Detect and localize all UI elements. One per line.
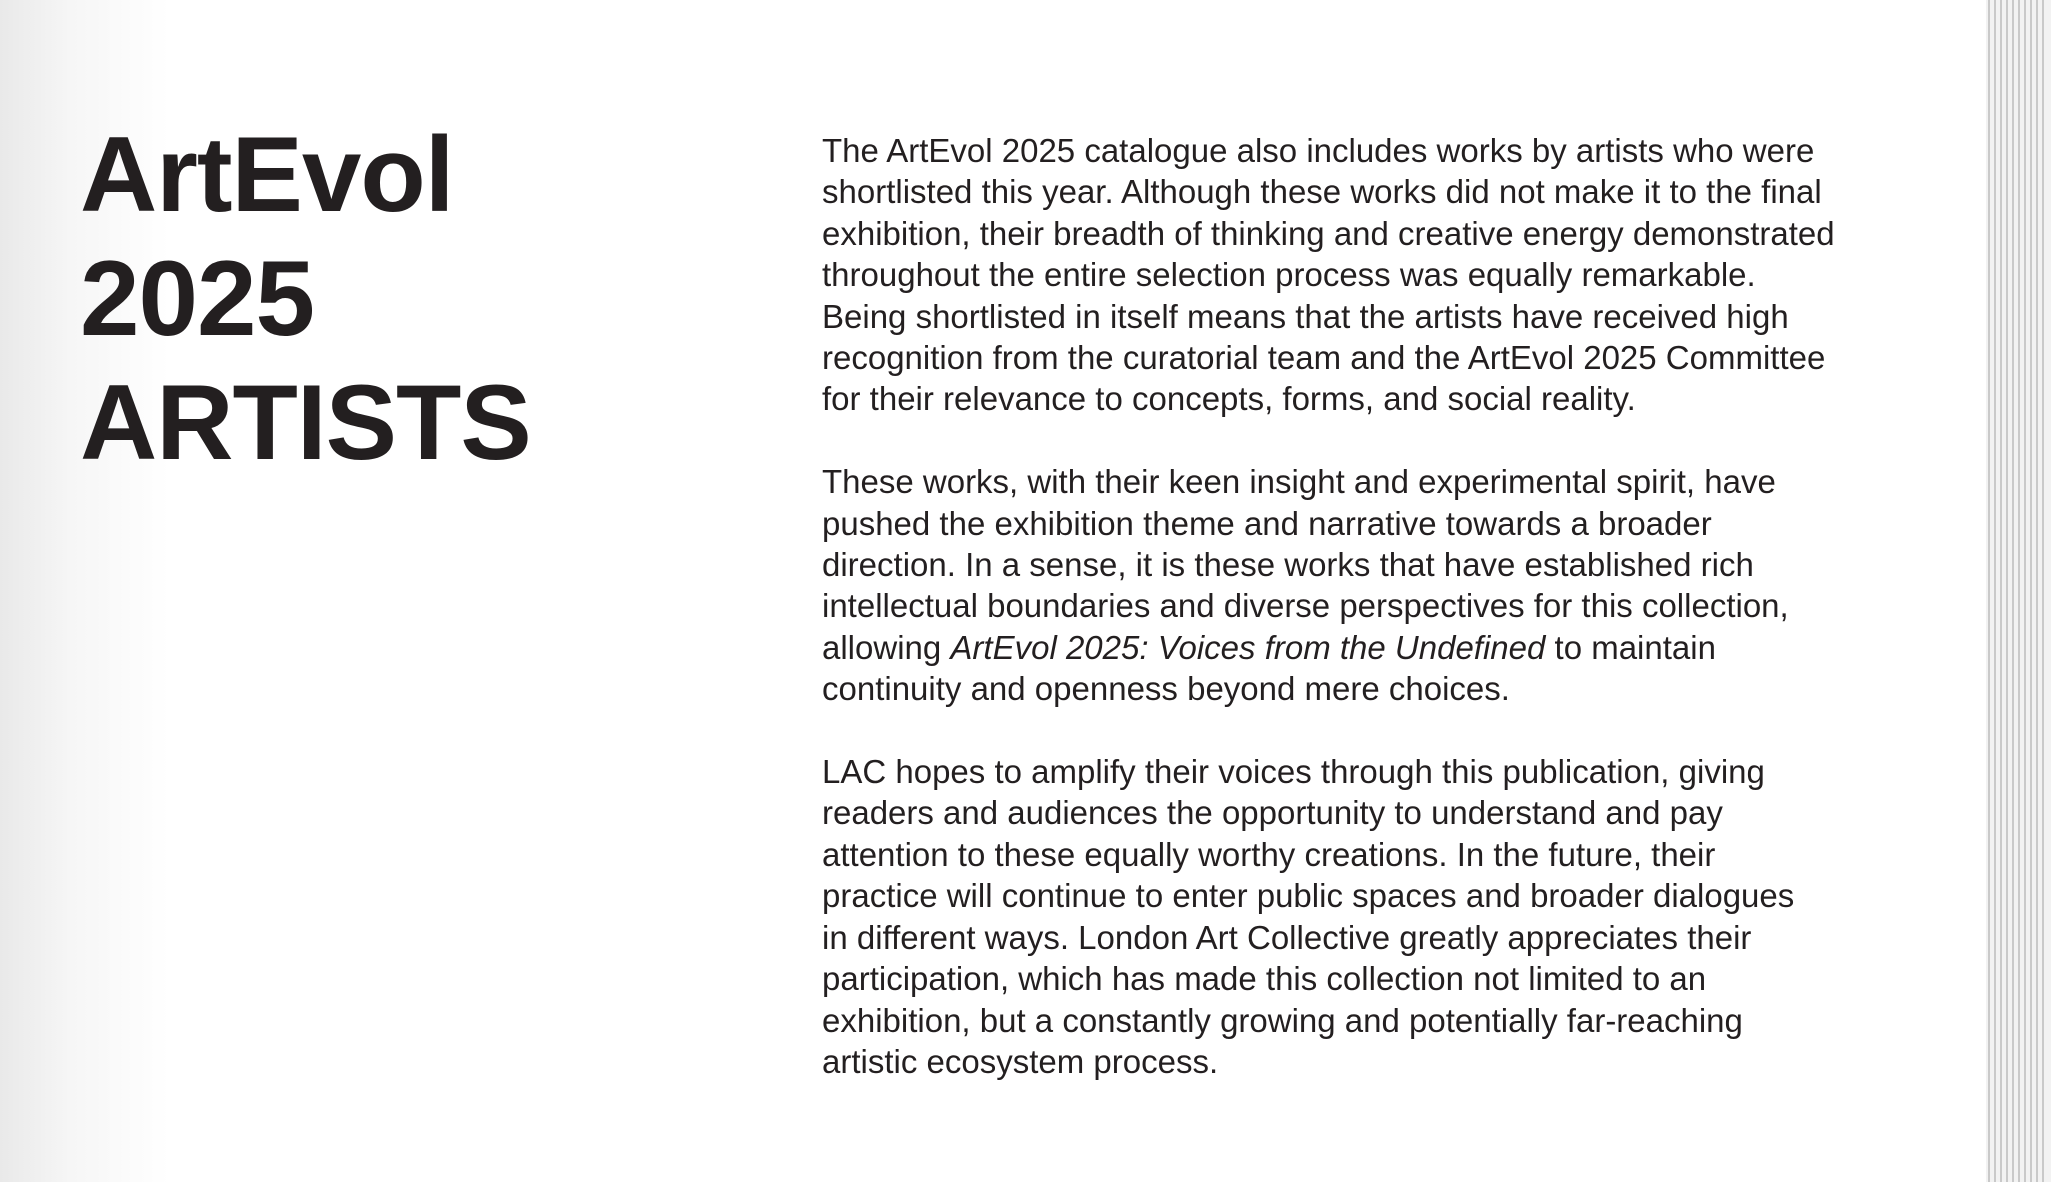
text-line: attention to these equally worthy creations. In the future, their xyxy=(822,835,1716,873)
page-edge-line xyxy=(1994,0,1996,1182)
page-edge-line xyxy=(2042,0,2044,1182)
text-line: readers and audiences the opportunity to understand and pay xyxy=(822,794,1723,832)
text-line: exhibition, their breadth of thinking and creative energy demonstrated xyxy=(822,214,1835,252)
page-edge-line xyxy=(2012,0,2014,1182)
text-line: These works, with their keen insight and experimental spirit, have xyxy=(822,463,1776,501)
title-line: 2025 xyxy=(80,238,315,358)
page-title xyxy=(80,112,531,484)
text-line: exhibition, but a constantly growing and potentially far-reaching xyxy=(822,1001,1743,1039)
exhibition-title-italic: ArtEvol 2025: Voices from the Undefined xyxy=(950,628,1546,666)
text-line: for their relevance to concepts, forms, and social reality. xyxy=(822,380,1636,418)
page-edge-line xyxy=(1988,0,1990,1182)
text-fragment: to maintain xyxy=(1545,628,1716,666)
text-line: recognition from the curatorial team and the ArtEvol 2025 Committee xyxy=(822,339,1826,377)
text-line: pushed the exhibition theme and narrative towards a broader xyxy=(822,504,1712,542)
title-line: ARTISTS xyxy=(80,362,531,482)
text-line: shortlisted this year. Although these works did not make it to the final xyxy=(822,173,1822,211)
text-line: in different ways. London Art Collective greatly appreciates their xyxy=(822,918,1752,956)
text-line: intellectual boundaries and diverse perspectives for this collection, xyxy=(822,587,1789,625)
text-line: continuity and openness beyond mere choices. xyxy=(822,670,1510,708)
page-edge-line xyxy=(2036,0,2038,1182)
text-line: Being shortlisted in itself means that the artists have received high xyxy=(822,297,1789,335)
text-line: The ArtEvol 2025 catalogue also includes works by artists who were xyxy=(822,132,1815,169)
page-edge-line xyxy=(2030,0,2032,1182)
page-edge-line xyxy=(2000,0,2002,1182)
text-line: practice will continue to enter public spaces and broader dialogues xyxy=(822,877,1795,915)
text-fragment: allowing xyxy=(822,628,951,666)
paragraph-1 xyxy=(822,130,1942,420)
title-line: ArtEvol xyxy=(80,114,454,234)
text-line: throughout the entire selection process was equally remarkable. xyxy=(822,256,1756,294)
text-line: LAC hopes to amplify their voices through this publication, giving xyxy=(822,753,1765,791)
page-edge-line xyxy=(2006,0,2008,1182)
text-line: participation, which has made this collection not limited to an xyxy=(822,960,1707,998)
page-edge-line xyxy=(2024,0,2026,1182)
body-text xyxy=(822,130,1942,1124)
text-line-with-italic xyxy=(822,627,1942,668)
page-stack-edge xyxy=(1986,0,2051,1182)
text-line: artistic ecosystem process. xyxy=(822,1042,1219,1080)
page-edge-line xyxy=(2018,0,2020,1182)
paragraph-3 xyxy=(822,751,1942,1082)
text-line: direction. In a sense, it is these works that have established rich xyxy=(822,546,1754,584)
paragraph-2 xyxy=(822,461,1942,709)
